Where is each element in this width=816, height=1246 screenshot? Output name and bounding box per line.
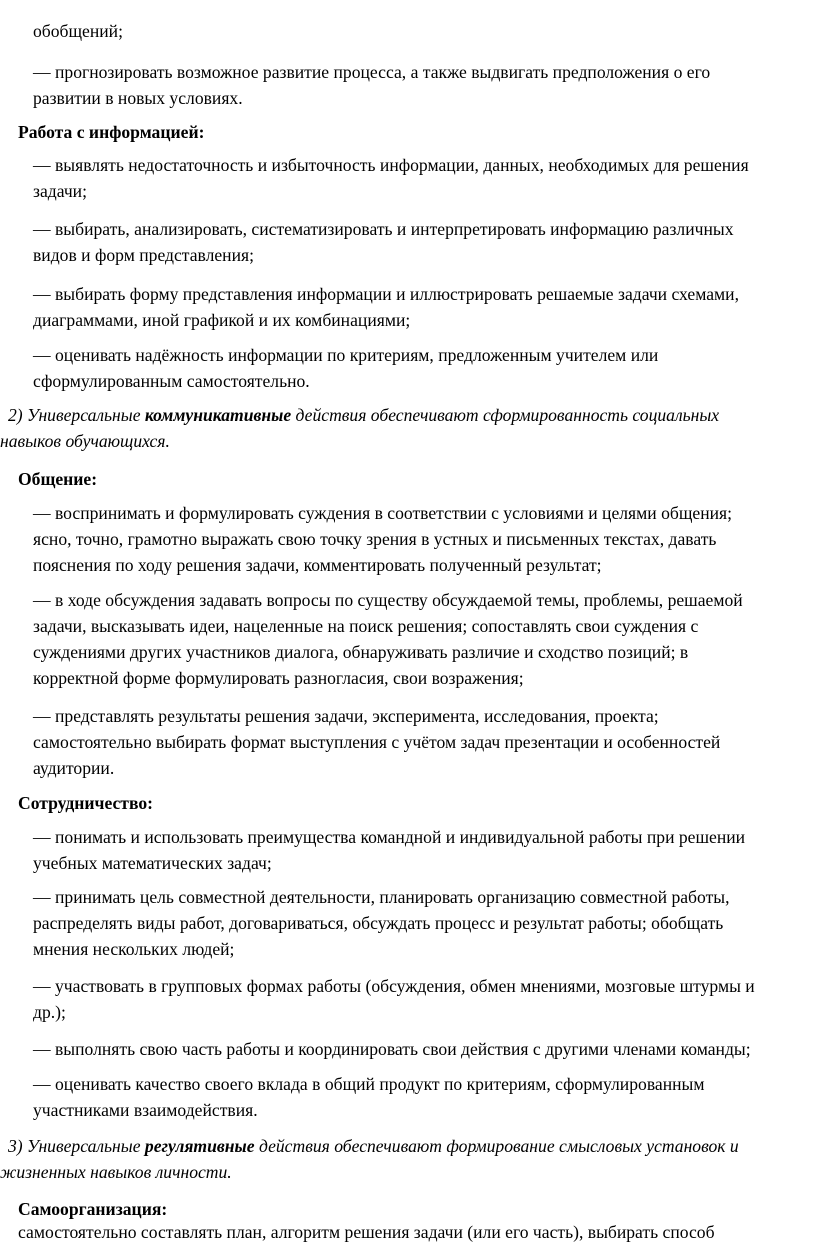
intro-regulatory-suffix: действия обеспечивают формирование смысловых установок и жизненных навыков личности.: [0, 1136, 739, 1182]
intro-regulatory-actions: [0, 1133, 796, 1185]
intro-communicative-actions: [0, 402, 796, 454]
list-item-do-own-part: — выполнять свою часть работы и координировать свои действия с другими членами команды;: [33, 1039, 751, 1059]
text-line-plan-algorithm: самостоятельно составлять план, алгоритм решения задачи (или его часть), выбирать способ: [18, 1222, 715, 1242]
intro-regulatory-prefix: 3) Универсальные: [8, 1136, 145, 1156]
section-heading-information: Работа с информацией:: [18, 122, 205, 142]
list-item-representation-form: — выбирать форму представления информации и иллюстрировать решаемые задачи схемами, диаграммами, иной графикой и их комбинациями;: [33, 284, 739, 330]
section-heading-cooperation: Сотрудничество:: [18, 793, 153, 813]
list-item-identify-insufficiency: — выявлять недостаточность и избыточность информации, данных, необходимых для решения задачи;: [33, 155, 749, 201]
list-item-teamwork-advantages: — понимать и использовать преимущества командной и индивидуальной работы при решении учебных математических задач;: [33, 827, 746, 873]
section-heading-self-organization: Самоорганизация:: [18, 1199, 168, 1219]
list-item-formulate-judgements: — воспринимать и формулировать суждения в соответствии с условиями и целями общения; ясно, точно, грамотно выражать свою точку зрения в устных и письменных текстах, давать пояснения по ходу решения задачи, комментировать полученный результат;: [33, 503, 733, 575]
intro-communicative-keyword: коммуникативные: [144, 405, 292, 425]
intro-communicative-suffix: действия обеспечивают сформированность социальных навыков обучающихся.: [0, 405, 720, 451]
list-item-present-results: — представлять результаты решения задачи, эксперимента, исследования, проекта; самостоятельно выбирать формат выступления с учётом задач презентации и особенностей аудитории.: [33, 706, 721, 778]
list-item-group-work: — участвовать в групповых формах работы (обсуждения, обмен мнениями, мозговые штурмы и др.);: [33, 976, 755, 1022]
list-item-evaluate-contribution: — оценивать качество своего вклада в общий продукт по критериям, сформулированным участниками взаимодействия.: [33, 1074, 705, 1120]
intro-regulatory-keyword: регулятивные: [144, 1136, 255, 1156]
text-line-generalizations: обобщений;: [33, 21, 123, 41]
section-heading-communication: Общение:: [18, 469, 98, 489]
list-item-discussion-questions: — в ходе обсуждения задавать вопросы по существу обсуждаемой темы, проблемы, решаемой задачи, высказывать идеи, нацеленные на поиск решения; сопоставлять свои суждения с суждениями других участников диалога, обнаруживать различие и сходство позиций; в корректной форме формулировать разногласия, свои возражения;: [33, 590, 743, 688]
list-item-reliability: — оценивать надёжность информации по критериям, предложенным учителем или сформулированным самостоятельно.: [33, 345, 659, 391]
list-item-joint-activity: — принимать цель совместной деятельности, планировать организацию совместной работы, распределять виды работ, договариваться, обсуждать процесс и результат работы; обобщать мнения нескольких людей;: [33, 887, 730, 959]
intro-communicative-prefix: 2) Универсальные: [8, 405, 145, 425]
list-item-forecast: — прогнозировать возможное развитие процесса, а также выдвигать предположения о его развитии в новых условиях.: [33, 62, 711, 108]
list-item-analyze-information: — выбирать, анализировать, систематизировать и интерпретировать информацию различных видов и форм представления;: [33, 219, 734, 265]
